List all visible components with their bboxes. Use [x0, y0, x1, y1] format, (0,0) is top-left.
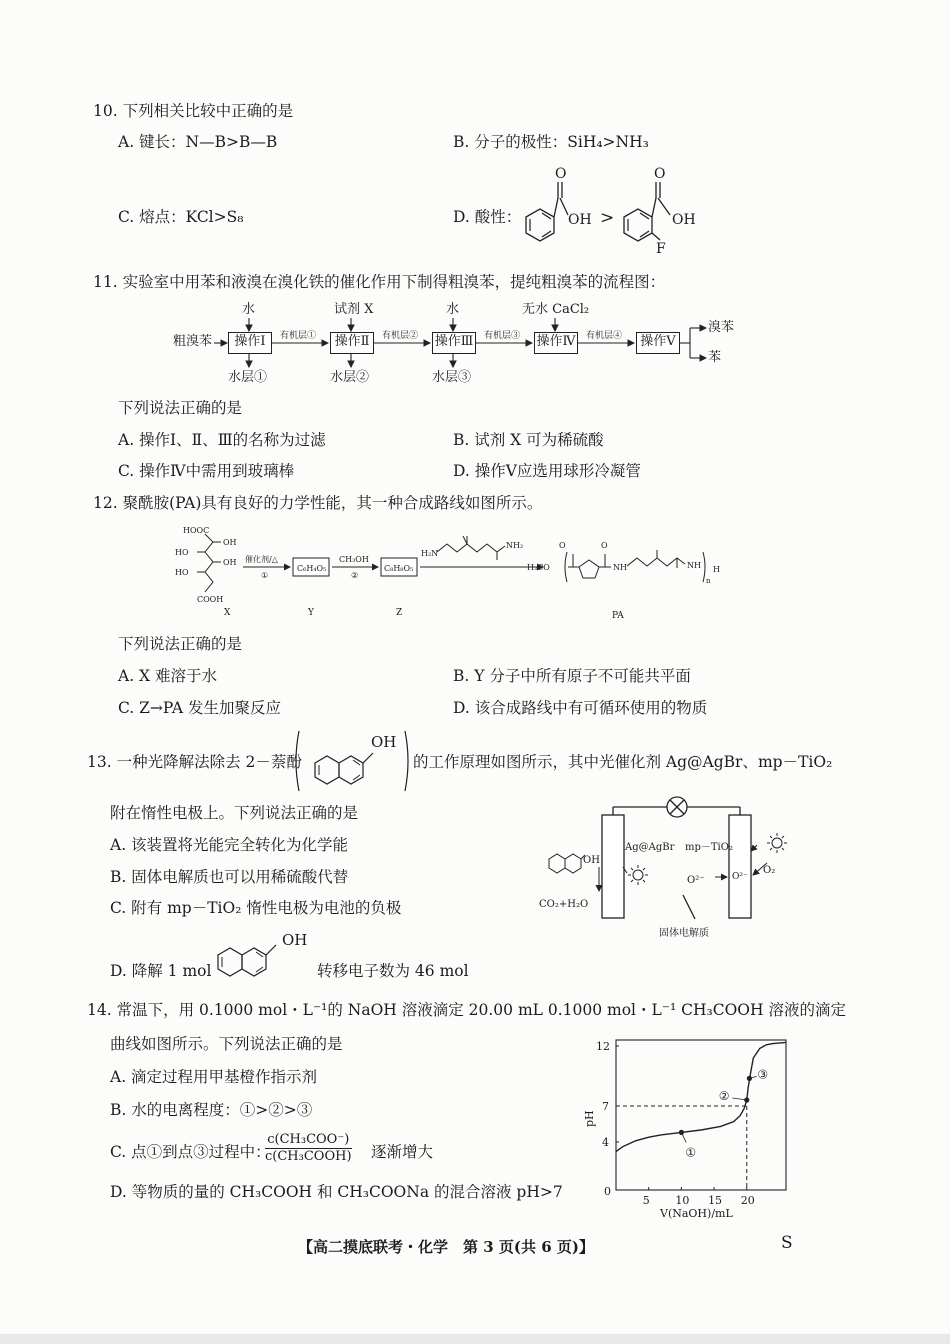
chart-frame — [616, 1040, 786, 1190]
cell-o2: O₂ — [763, 865, 776, 876]
point-label: ② — [718, 1089, 730, 1103]
q11-option-c: C. 操作Ⅳ中需用到玻璃棒 — [118, 462, 295, 480]
page-footer: 【高二摸底联考・化学 第 3 页(共 6 页)】 — [298, 1238, 594, 1256]
q14-option-b: B. 水的电离程度：①>②>③ — [110, 1101, 313, 1119]
svg-text:H₂N: H₂N — [421, 549, 439, 558]
cell-electrolyte: 固体电解质 — [659, 928, 709, 939]
svg-text:NH: NH — [687, 561, 701, 570]
svg-text:OH: OH — [371, 733, 397, 751]
bottom-strip — [0, 1334, 950, 1344]
svg-text:NH: NH — [613, 563, 627, 572]
benzoic-oh: OH — [568, 212, 592, 228]
cell-o2minus-b: O²⁻ — [732, 872, 748, 882]
svg-text:NH₂: NH₂ — [506, 541, 524, 550]
svg-text:①: ① — [261, 571, 269, 580]
flow-organic-3: 有机层③ — [484, 331, 521, 341]
point-leader — [681, 1132, 686, 1142]
flow-op-5: 操作Ⅴ — [636, 332, 680, 354]
fluoro-oh: OH — [672, 212, 696, 228]
flow-aqueous-3: 水层③ — [432, 370, 472, 385]
flow-op-2: 操作Ⅱ — [330, 332, 374, 354]
q13-option-a: A. 该装置将光能完全转化为化学能 — [110, 836, 349, 854]
svg-text:Y: Y — [308, 608, 314, 618]
flow-input-1: 水 — [242, 302, 256, 317]
page-mark: S — [781, 1233, 793, 1253]
q13-cell-diagram — [535, 795, 795, 945]
svg-text:X: X — [224, 608, 231, 618]
svg-text:O: O — [601, 541, 608, 550]
q14-stem-b: 曲线如图所示。下列说法正确的是 — [110, 1035, 343, 1053]
q13-option-d-suffix: 转移电子数为 46 mol — [317, 962, 469, 980]
q12-option-a: A. X 难溶于水 — [118, 667, 218, 685]
titration-chart — [580, 1032, 795, 1222]
q11-stem: 11. 实验室中用苯和液溴在溴化铁的催化作用下制得粗溴苯，提纯粗溴苯的流程图： — [93, 273, 666, 291]
svg-text:H₃CO: H₃CO — [527, 563, 550, 572]
q13-option-c: C. 附有 mp－TiO₂ 惰性电极为电池的负极 — [110, 899, 402, 917]
flow-aqueous-2: 水层② — [330, 370, 370, 385]
flow-organic-1: 有机层① — [280, 331, 317, 341]
q12-synthesis-route — [175, 522, 735, 622]
flow-input-3: 水 — [446, 302, 460, 317]
svg-text:催化剂/△: 催化剂/△ — [245, 555, 278, 564]
q13-stem-c: 附在惰性电极上。下列说法正确的是 — [110, 804, 359, 822]
q10-stem: 10. 下列相关比较中正确的是 — [93, 102, 294, 120]
q12-stem: 12. 聚酰胺(PA)具有良好的力学性能，其一种合成路线如图所示。 — [93, 494, 543, 512]
cell-naphthol-oh: OH — [583, 855, 600, 866]
q10-option-c: C. 熔点：KCl>S₈ — [118, 208, 244, 226]
q11-flow-arrows — [0, 0, 950, 400]
flow-op-4: 操作Ⅳ — [534, 332, 578, 354]
q11-option-a: A. 操作Ⅰ、Ⅱ、Ⅲ的名称为过滤 — [118, 431, 326, 449]
q11-option-b: B. 试剂 X 可为稀硫酸 — [453, 431, 604, 449]
q10-option-d-prefix: D. 酸性： — [453, 208, 522, 226]
titration-curve — [616, 1042, 786, 1151]
fluoro-o: O — [654, 166, 666, 182]
svg-text:②: ② — [351, 571, 359, 580]
q10-option-b: B. 分子的极性：SiH₄>NH₃ — [453, 133, 649, 151]
x-tick-label: 5 — [642, 1194, 650, 1207]
svg-text:HO: HO — [175, 568, 189, 577]
q13-option-d-naphthol — [212, 925, 312, 985]
x-tick-label: 15 — [708, 1194, 723, 1207]
chart-ylabel: pH — [583, 1110, 596, 1127]
q11-prompt: 下列说法正确的是 — [118, 399, 243, 417]
svg-text:O: O — [559, 541, 566, 550]
svg-text:COOH: COOH — [197, 595, 224, 604]
cell-products: CO₂+H₂O — [539, 899, 589, 910]
benzoic-o: O — [555, 166, 567, 182]
q12-option-c: C. Z→PA 发生加聚反应 — [118, 699, 282, 717]
point-label: ① — [685, 1145, 697, 1160]
q14-stem-a: 14. 常温下，用 0.1000 mol・L⁻¹的 NaOH 溶液滴定 20.00 mL 0.1000 mol・L⁻¹ CH₃COOH 溶液的滴定 — [87, 1001, 846, 1019]
y-tick-label: 4 — [602, 1136, 609, 1149]
q14-option-c-prefix: C. 点①到点③过程中： — [110, 1143, 271, 1161]
q13-option-b: B. 固体电解质也可以用稀硫酸代替 — [110, 868, 349, 886]
q12-prompt: 下列说法正确的是 — [118, 635, 243, 653]
x-tick-label: 20 — [740, 1194, 755, 1207]
flow-input-2: 试剂 X — [334, 302, 374, 317]
q13-stem-b: 的工作原理如图所示，其中光催化剂 Ag@AgBr、mp－TiO₂ — [413, 753, 833, 771]
q12-option-d: D. 该合成路线中有可循环使用的物质 — [453, 699, 708, 717]
q14-option-d: D. 等物质的量的 CH₃COOH 和 CH₃COONa 的混合溶液 pH>7 — [110, 1183, 563, 1201]
flow-product-1: 溴苯 — [708, 320, 735, 335]
x-tick-label: 10 — [675, 1194, 690, 1207]
fraction-numerator: c(CH₃COO⁻) — [265, 1132, 352, 1149]
flow-organic-4: 有机层④ — [586, 331, 623, 341]
q14-option-c-fraction — [265, 1132, 352, 1165]
flow-organic-2: 有机层② — [382, 331, 419, 341]
q14-option-a: A. 滴定过程用甲基橙作指示剂 — [110, 1068, 318, 1086]
svg-text:n: n — [706, 577, 711, 585]
svg-text:PA: PA — [612, 611, 624, 621]
q11-option-d: D. 操作Ⅴ应选用球形冷凝管 — [453, 462, 641, 480]
svg-text:C₆H₄O₅: C₆H₄O₅ — [297, 564, 327, 573]
svg-text:OH: OH — [223, 558, 237, 567]
svg-text:C₈H₈O₅: C₈H₈O₅ — [384, 564, 414, 573]
flow-input-4: 无水 CaCl₂ — [522, 302, 590, 317]
fluoro-f: F — [656, 241, 666, 255]
y-tick-label: 7 — [602, 1100, 609, 1113]
flow-product-2: 苯 — [708, 350, 722, 365]
q12-option-b: B. Y 分子中所有原子不可能共平面 — [453, 667, 691, 685]
cell-left-catalyst: Ag@AgBr — [625, 842, 675, 853]
q13-stem-a: 13. 一种光降解法除去 2－萘酚 — [87, 753, 302, 771]
flow-start: 粗溴苯 — [173, 334, 213, 349]
svg-text:HOOC: HOOC — [183, 526, 210, 535]
flow-op-1: 操作Ⅰ — [228, 332, 272, 354]
chart-xlabel: V(NaOH)/mL — [660, 1207, 733, 1220]
svg-text:OH: OH — [223, 538, 237, 547]
y-tick-label: 12 — [596, 1040, 610, 1053]
point-label: ③ — [757, 1067, 769, 1082]
svg-text:HO: HO — [175, 548, 189, 557]
svg-text:Z: Z — [396, 608, 403, 618]
svg-text:H: H — [713, 565, 720, 574]
q14-option-c-suffix: 逐渐增大 — [371, 1143, 434, 1161]
q10-greater-than: > — [600, 208, 615, 228]
cell-o2minus: O²⁻ — [687, 875, 705, 886]
q10-option-a: A. 键长：N—B>B—B — [118, 133, 278, 151]
svg-text:CH₃OH: CH₃OH — [339, 555, 369, 564]
cell-right-catalyst: mp－TiO₂ — [685, 842, 733, 853]
fraction-denominator: c(CH₃COOH) — [265, 1149, 352, 1164]
svg-text:OH: OH — [282, 931, 308, 949]
chart-origin: 0 — [604, 1185, 611, 1198]
flow-aqueous-1: 水层① — [228, 370, 268, 385]
q13-option-d-prefix: D. 降解 1 mol — [110, 962, 212, 980]
q13-naphthol-structure — [293, 727, 411, 795]
flow-op-3: 操作Ⅲ — [432, 332, 476, 354]
